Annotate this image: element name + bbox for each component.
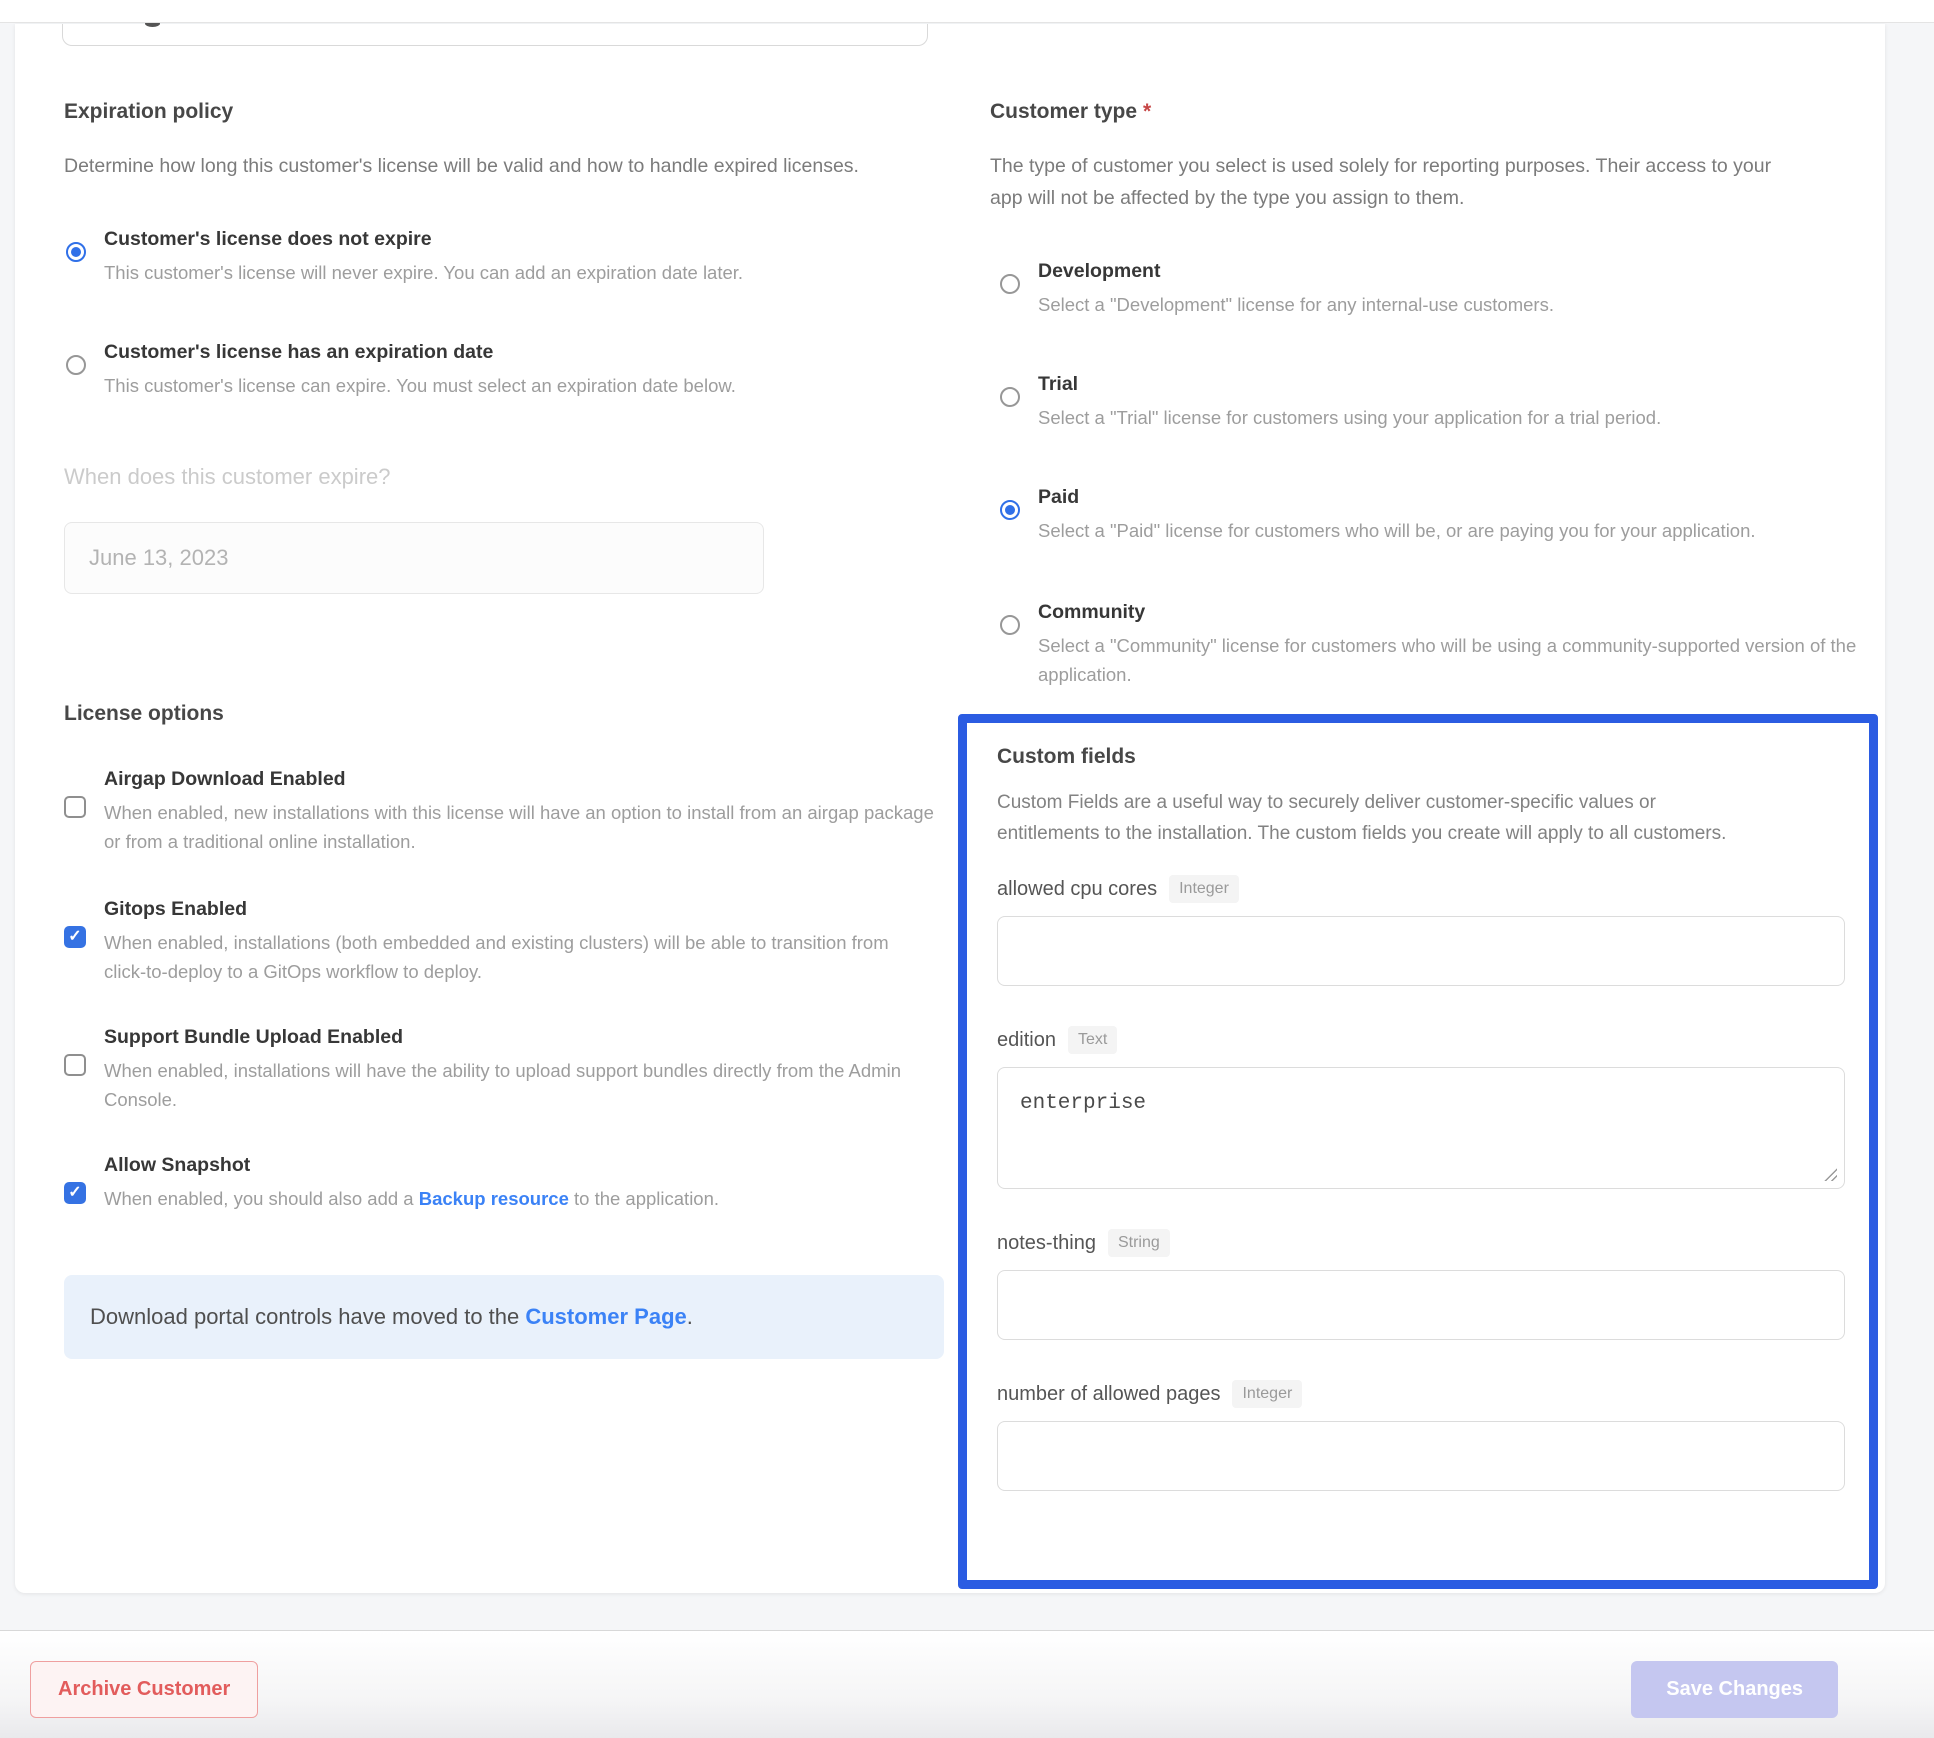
radio-label: Development [1038,260,1161,282]
checkbox-unchecked[interactable] [64,1054,86,1076]
radio-button-selected[interactable] [66,242,86,262]
radio-button[interactable] [1000,387,1020,407]
expiration-policy-description: Determine how long this customer's license will be valid and how to handle expired licenses. [64,155,859,177]
radio-option-text [104,226,944,287]
expiration-policy-title: Expiration policy [64,100,234,123]
customer-type-title: Customer type * [990,100,1152,123]
number-of-allowed-pages-input[interactable] [997,1421,1845,1491]
radio-option-text [104,339,944,400]
radio-option-trial[interactable] [990,371,1880,432]
radio-description: Select a "Community" license for customers who will be using a community-supported version of the application. [1038,635,1857,685]
radio-option-development[interactable] [990,258,1880,319]
radio-option-text [1038,258,1880,319]
field-type-badge: Integer [1232,1380,1302,1408]
field-type-badge: Integer [1169,875,1239,903]
checkbox-label: Airgap Download Enabled [104,768,346,790]
field-type-badge: Text [1068,1026,1117,1054]
radio-description: Select a "Trial" license for customers using your application for a trial period. [1038,407,1662,428]
checkbox-checked[interactable] [64,926,86,948]
save-changes-button[interactable]: Save Changes [1631,1661,1838,1718]
checkbox-option-text [104,766,944,856]
radio-option-paid[interactable] [990,484,1880,545]
checkbox-label: Support Bundle Upload Enabled [104,1026,403,1048]
allowed-cpu-cores-input[interactable] [997,916,1845,986]
radio-button[interactable] [1000,615,1020,635]
checkbox-description: When enabled, you should also add a Backup resource to the application. [104,1188,720,1209]
backup-resource-link[interactable]: Backup resource [418,1188,569,1209]
radio-button[interactable] [1000,274,1020,294]
customer-page-link[interactable]: Customer Page [525,1304,687,1329]
custom-fields-description: Custom Fields are a useful way to securely deliver customer-specific values or entitlements to the installation. The custom fields you create will apply to all customers. [997,792,1727,844]
checkbox-option-airgap-download[interactable] [64,766,944,856]
settings-card [15,24,1885,1593]
field-group-edition [997,1026,1845,1189]
checkbox-label: Gitops Enabled [104,898,248,920]
required-asterisk: * [1143,100,1152,123]
license-options-title: License options [64,702,224,725]
banner-text: Download portal controls have moved to the Customer Page. [90,1304,693,1329]
portal-controls-banner [64,1275,944,1359]
checkbox-option-text [104,1152,944,1213]
customer-type-description: The type of customer you select is used solely for reporting purposes. Their access to your app will not be affected by the type you assign to them. [990,155,1772,209]
checkbox-label: Allow Snapshot [104,1154,251,1176]
checkbox-option-text [104,896,944,986]
field-group-allowed-cpu-cores [997,875,1845,986]
checkbox-option-text [104,1024,944,1114]
field-label: notes-thing [997,1231,1096,1254]
radio-description: This customer's license can expire. You must select an expiration date below. [104,375,736,396]
archive-customer-button[interactable]: Archive Customer [30,1661,258,1718]
checkbox-option-support-bundle[interactable] [64,1024,944,1114]
checkbox-checked[interactable] [64,1182,86,1204]
field-label: allowed cpu cores [997,877,1158,900]
checkbox-unchecked[interactable] [64,796,86,818]
field-group-number-of-allowed-pages [997,1380,1845,1491]
radio-option-text [1038,484,1880,545]
checkbox-description: When enabled, new installations with this license will have an option to install from an airgap package or from a traditional online installation. [104,802,934,852]
radio-option-license-expires[interactable] [64,339,944,400]
radio-label: Customer's license has an expiration date [104,341,494,363]
top-header-strip [0,0,1934,23]
field-group-notes-thing [997,1229,1845,1340]
checkbox-description: When enabled, installations (both embedded and existing clusters) will be able to transition from click-to-deploy to a GitOps workflow to deploy. [104,932,889,982]
expire-question-label: When does this customer expire? [64,464,391,489]
field-label: number of allowed pages [997,1382,1221,1405]
checkbox-option-gitops[interactable] [64,896,944,986]
radio-option-text [1038,371,1880,432]
edition-textarea[interactable] [997,1067,1845,1189]
radio-description: Select a "Paid" license for customers who will be, or are paying you for your application. [1038,520,1756,541]
field-label: edition [997,1028,1056,1051]
left-column [64,24,944,1359]
custom-fields-panel [958,714,1878,1589]
radio-description: This customer's license will never expire. You can add an expiration date later. [104,262,744,283]
radio-button[interactable] [66,355,86,375]
checkbox-description: When enabled, installations will have the ability to upload support bundles directly from the Admin Console. [104,1060,901,1110]
radio-label: Community [1038,601,1146,623]
radio-button-selected[interactable] [1000,500,1020,520]
footer-action-bar [0,1630,1934,1738]
radio-option-license-no-expire[interactable] [64,226,944,287]
radio-description: Select a "Development" license for any internal-use customers. [1038,294,1554,315]
field-type-badge: String [1108,1229,1170,1257]
custom-fields-title: Custom fields [997,745,1136,768]
expiration-date-input[interactable] [64,522,764,594]
checkbox-option-allow-snapshot[interactable] [64,1152,944,1213]
notes-thing-input[interactable] [997,1270,1845,1340]
radio-option-community[interactable] [990,599,1880,689]
radio-label: Customer's license does not expire [104,228,432,250]
radio-label: Trial [1038,373,1079,395]
right-column [990,24,1880,689]
radio-option-text [1038,599,1880,689]
radio-label: Paid [1038,486,1080,508]
